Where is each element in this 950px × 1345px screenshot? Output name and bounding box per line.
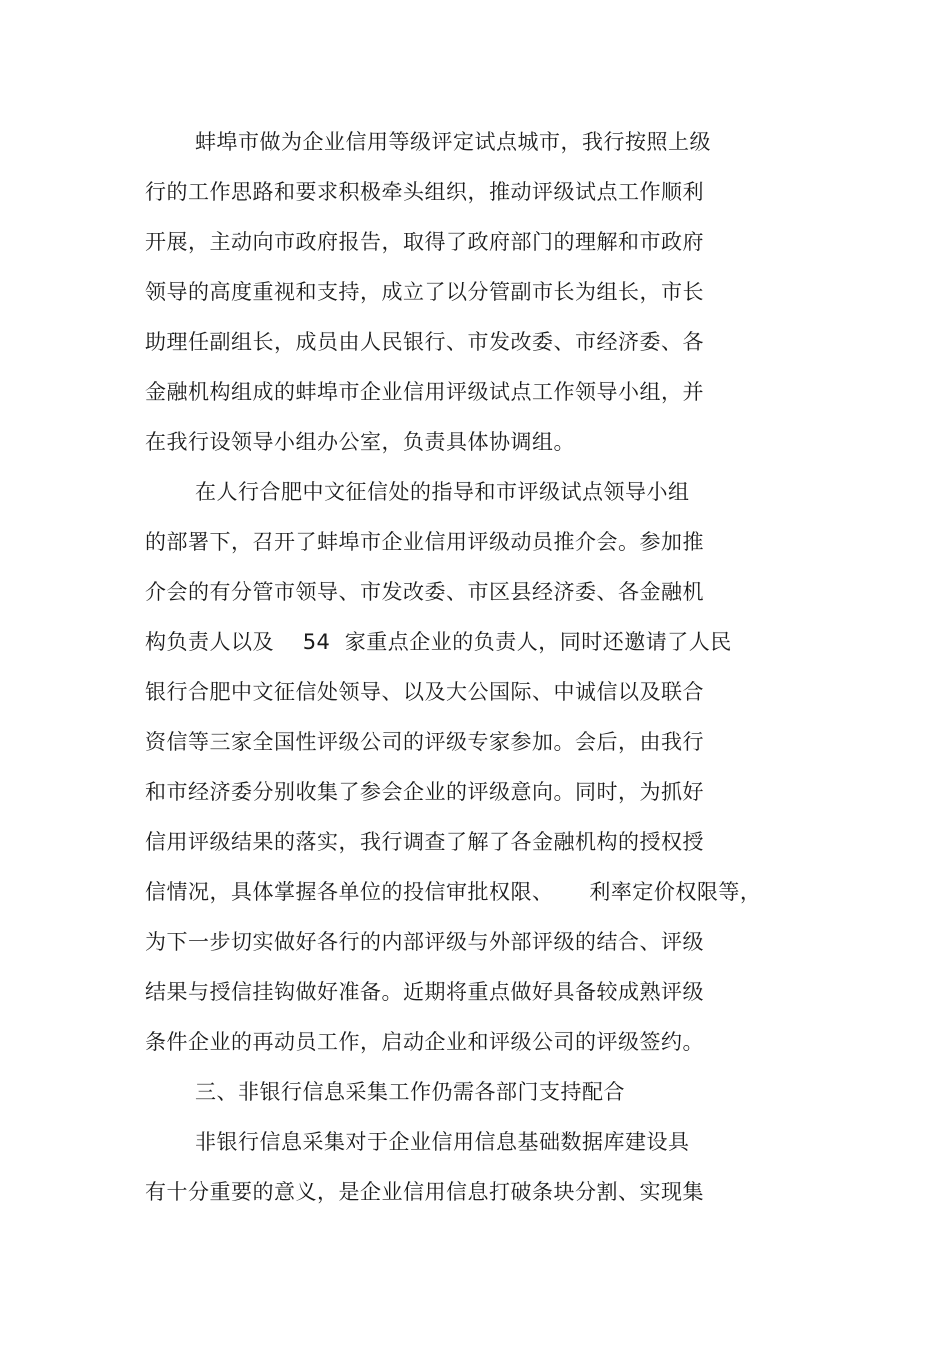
paragraph-2-line-8: 信用评级结果的落实，我行调查了解了各金融机构的授权授 [145, 830, 704, 854]
paragraph-1-line-1: 蚌埠市做为企业信用等级评定试点城市，我行按照上级 [195, 130, 711, 154]
paragraph-2-line-10: 为下一步切实做好各行的内部评级与外部评级的结合、评级 [145, 930, 704, 954]
paragraph-2-line-1: 在人行合肥中文征信处的指导和市评级试点领导小组 [195, 480, 690, 504]
paragraph-2-line-4: 构负责人以及 54 家重点企业的负责人，同时还邀请了人民 [145, 630, 732, 654]
paragraph-2-line-6: 资信等三家全国性评级公司的评级专家参加。会后，由我行 [145, 730, 704, 754]
paragraph-3-line-1: 非银行信息采集对于企业信用信息基础数据库建设具 [195, 1130, 690, 1154]
paragraph-2-line-9: 信情况，具体掌握各单位的投信审批权限、 利率定价权限等， [145, 880, 762, 904]
paragraph-1-line-5: 助理任副组长，成员由人民银行、市发改委、市经济委、各 [145, 330, 704, 354]
paragraph-1-line-3: 开展，主动向市政府报告，取得了政府部门的理解和市政府 [145, 230, 704, 254]
section-heading: 三、非银行信息采集工作仍需各部门支持配合 [195, 1080, 625, 1104]
paragraph-2-line-7: 和市经济委分别收集了参会企业的评级意向。同时，为抓好 [145, 780, 704, 804]
paragraph-1-line-6: 金融机构组成的蚌埠市企业信用评级试点工作领导小组，并 [145, 380, 704, 404]
paragraph-2-line-2: 的部署下，召开了蚌埠市企业信用评级动员推介会。参加推 [145, 530, 704, 554]
paragraph-2-line-12: 条件企业的再动员工作，启动企业和评级公司的评级签约。 [145, 1030, 704, 1054]
paragraph-2-line-5: 银行合肥中文征信处领导、以及大公国际、中诚信以及联合 [145, 680, 704, 704]
paragraph-1-line-4: 领导的高度重视和支持，成立了以分管副市长为组长，市长 [145, 280, 704, 304]
paragraph-3-line-2: 有十分重要的意义，是企业信用信息打破条块分割、实现集 [145, 1180, 704, 1204]
paragraph-1-line-7: 在我行设领导小组办公室，负责具体协调组。 [145, 430, 575, 454]
paragraph-2-line-3: 介会的有分管市领导、市发改委、市区县经济委、各金融机 [145, 580, 704, 604]
paragraph-1-line-2: 行的工作思路和要求积极牵头组织，推动评级试点工作顺利 [145, 180, 704, 204]
paragraph-2-line-11: 结果与授信挂钩做好准备。近期将重点做好具备较成熟评级 [145, 980, 704, 1004]
